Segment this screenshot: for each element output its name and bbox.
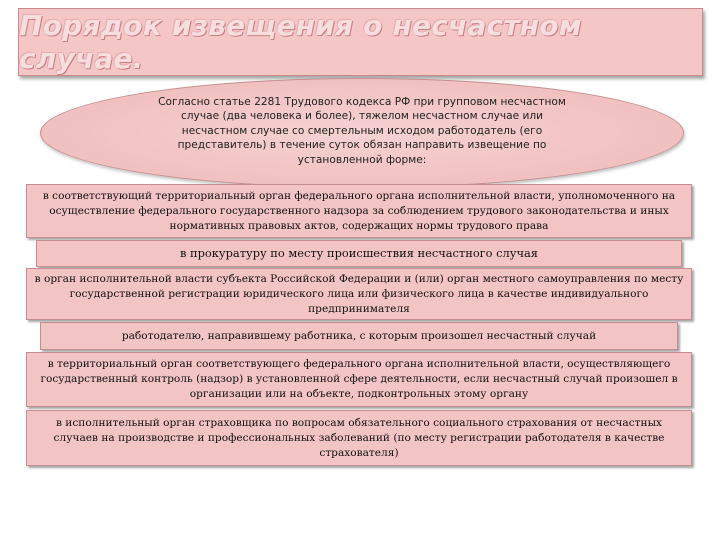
recipient-text-5: в территориальный орган соответствующего федерального органа исполнительной власти, осуществляющего государственный контроль (надзор) в установленной сфере деятельности, если несчастный случай произошел в организации или на объекте, подконтрольных этому органу	[40, 358, 678, 400]
recipient-box-4	[40, 322, 678, 350]
title-banner	[18, 8, 703, 76]
recipient-text-3: в орган исполнительной власти субъекта Российской Федерации и (или) орган местного самоуправления по месту государственной регистрации юридического лица или физического лица в качестве индивидуального предпринимателя	[34, 272, 684, 315]
recipient-text-2: в прокуратуру по месту происшествия несчастного случая	[180, 246, 538, 260]
recipient-box-6	[26, 410, 692, 466]
recipient-text-4: работодателю, направившему работника, с которым произошел несчастный случай	[121, 329, 597, 342]
recipient-box-3	[26, 268, 692, 320]
recipient-box-5	[26, 352, 692, 407]
recipient-text-1: в соответствующий территориальный орган федерального органа исполнительной власти, уполномоченного на осуществление федерального государственного надзора за соблюдением трудового законодательства и иных нормативных правовых актов, содержащих нормы трудового права	[42, 189, 676, 232]
intro-text: Согласно статье 2281 Трудового кодекса РФ при групповом несчастном случае (два человека и более), тяжелом несчастном случае или несчастном случае со смертельным исходом работодатель (его представитель) в течение суток обязан направить извещение по установленной форме:	[158, 95, 566, 166]
intro-ellipse	[40, 78, 684, 188]
recipient-text-6: в исполнительный орган страховщика по вопросам обязательного социального страхования от несчастных случаев на производстве и профессиональных заболеваний (по месту регистрации работодателя в качестве страхователя)	[53, 416, 665, 459]
recipient-box-1	[26, 184, 692, 238]
slide-title: Порядок извещения о несчастном случае.	[19, 9, 582, 75]
recipient-box-2	[36, 240, 682, 267]
